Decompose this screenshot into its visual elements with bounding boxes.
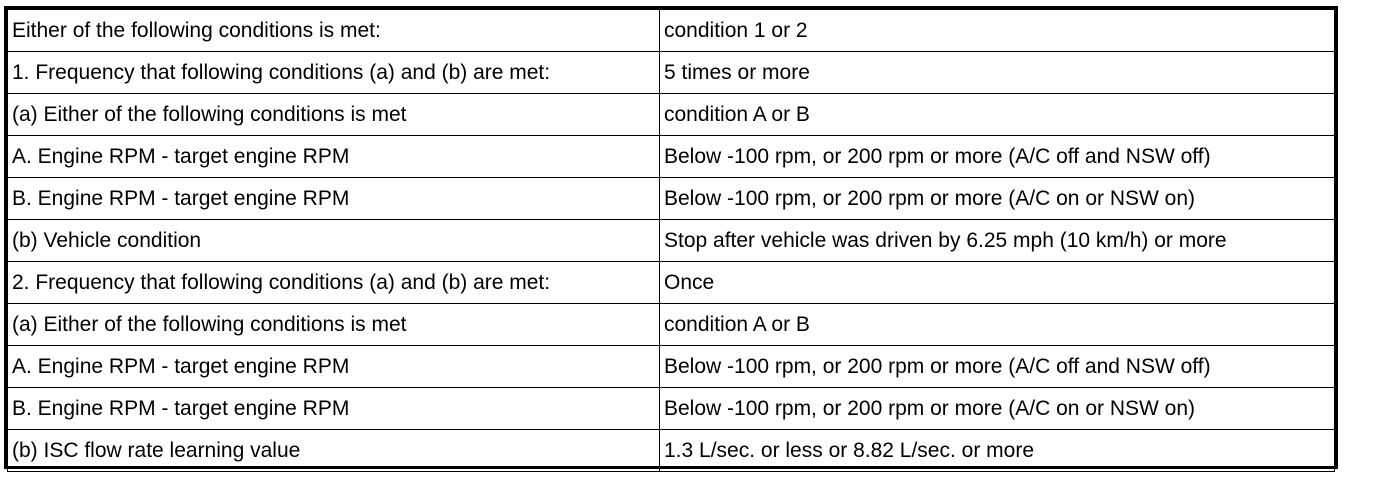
condition-cell: 2. Frequency that following conditions (a) and (b) are met: [8,262,660,304]
value-cell: 5 times or more [660,52,1335,94]
table-row [8,262,1335,304]
table-row [8,346,1335,388]
conditions-table [7,9,1335,472]
table-row [8,136,1335,178]
condition-cell: Either of the following conditions is met: [8,10,660,52]
value-cell: Below -100 rpm, or 200 rpm or more (A/C on or NSW on) [660,178,1335,220]
value-cell: Once [660,262,1335,304]
table-row [8,94,1335,136]
value-cell: Below -100 rpm, or 200 rpm or more (A/C off and NSW off) [660,346,1335,388]
value-cell: Below -100 rpm, or 200 rpm or more (A/C on or NSW on) [660,388,1335,430]
value-cell: condition A or B [660,304,1335,346]
table-row [8,52,1335,94]
value-cell: condition A or B [660,94,1335,136]
condition-cell: (a) Either of the following conditions is met [8,304,660,346]
value-cell: 1.3 L/sec. or less or 8.82 L/sec. or more [660,430,1335,472]
condition-cell: A. Engine RPM - target engine RPM [8,346,660,388]
condition-cell: 1. Frequency that following conditions (a) and (b) are met: [8,52,660,94]
table-row [8,178,1335,220]
condition-cell: (b) Vehicle condition [8,220,660,262]
table-row [8,10,1335,52]
table-row [8,304,1335,346]
table-row [8,220,1335,262]
condition-cell: B. Engine RPM - target engine RPM [8,388,660,430]
table-row [8,430,1335,472]
condition-cell: B. Engine RPM - target engine RPM [8,178,660,220]
condition-cell: (a) Either of the following conditions is met [8,94,660,136]
value-cell: Below -100 rpm, or 200 rpm or more (A/C off and NSW off) [660,136,1335,178]
table-row [8,388,1335,430]
condition-cell: A. Engine RPM - target engine RPM [8,136,660,178]
conditions-table-frame [4,6,1338,469]
value-cell: condition 1 or 2 [660,10,1335,52]
value-cell: Stop after vehicle was driven by 6.25 mph (10 km/h) or more [660,220,1335,262]
condition-cell: (b) ISC flow rate learning value [8,430,660,472]
